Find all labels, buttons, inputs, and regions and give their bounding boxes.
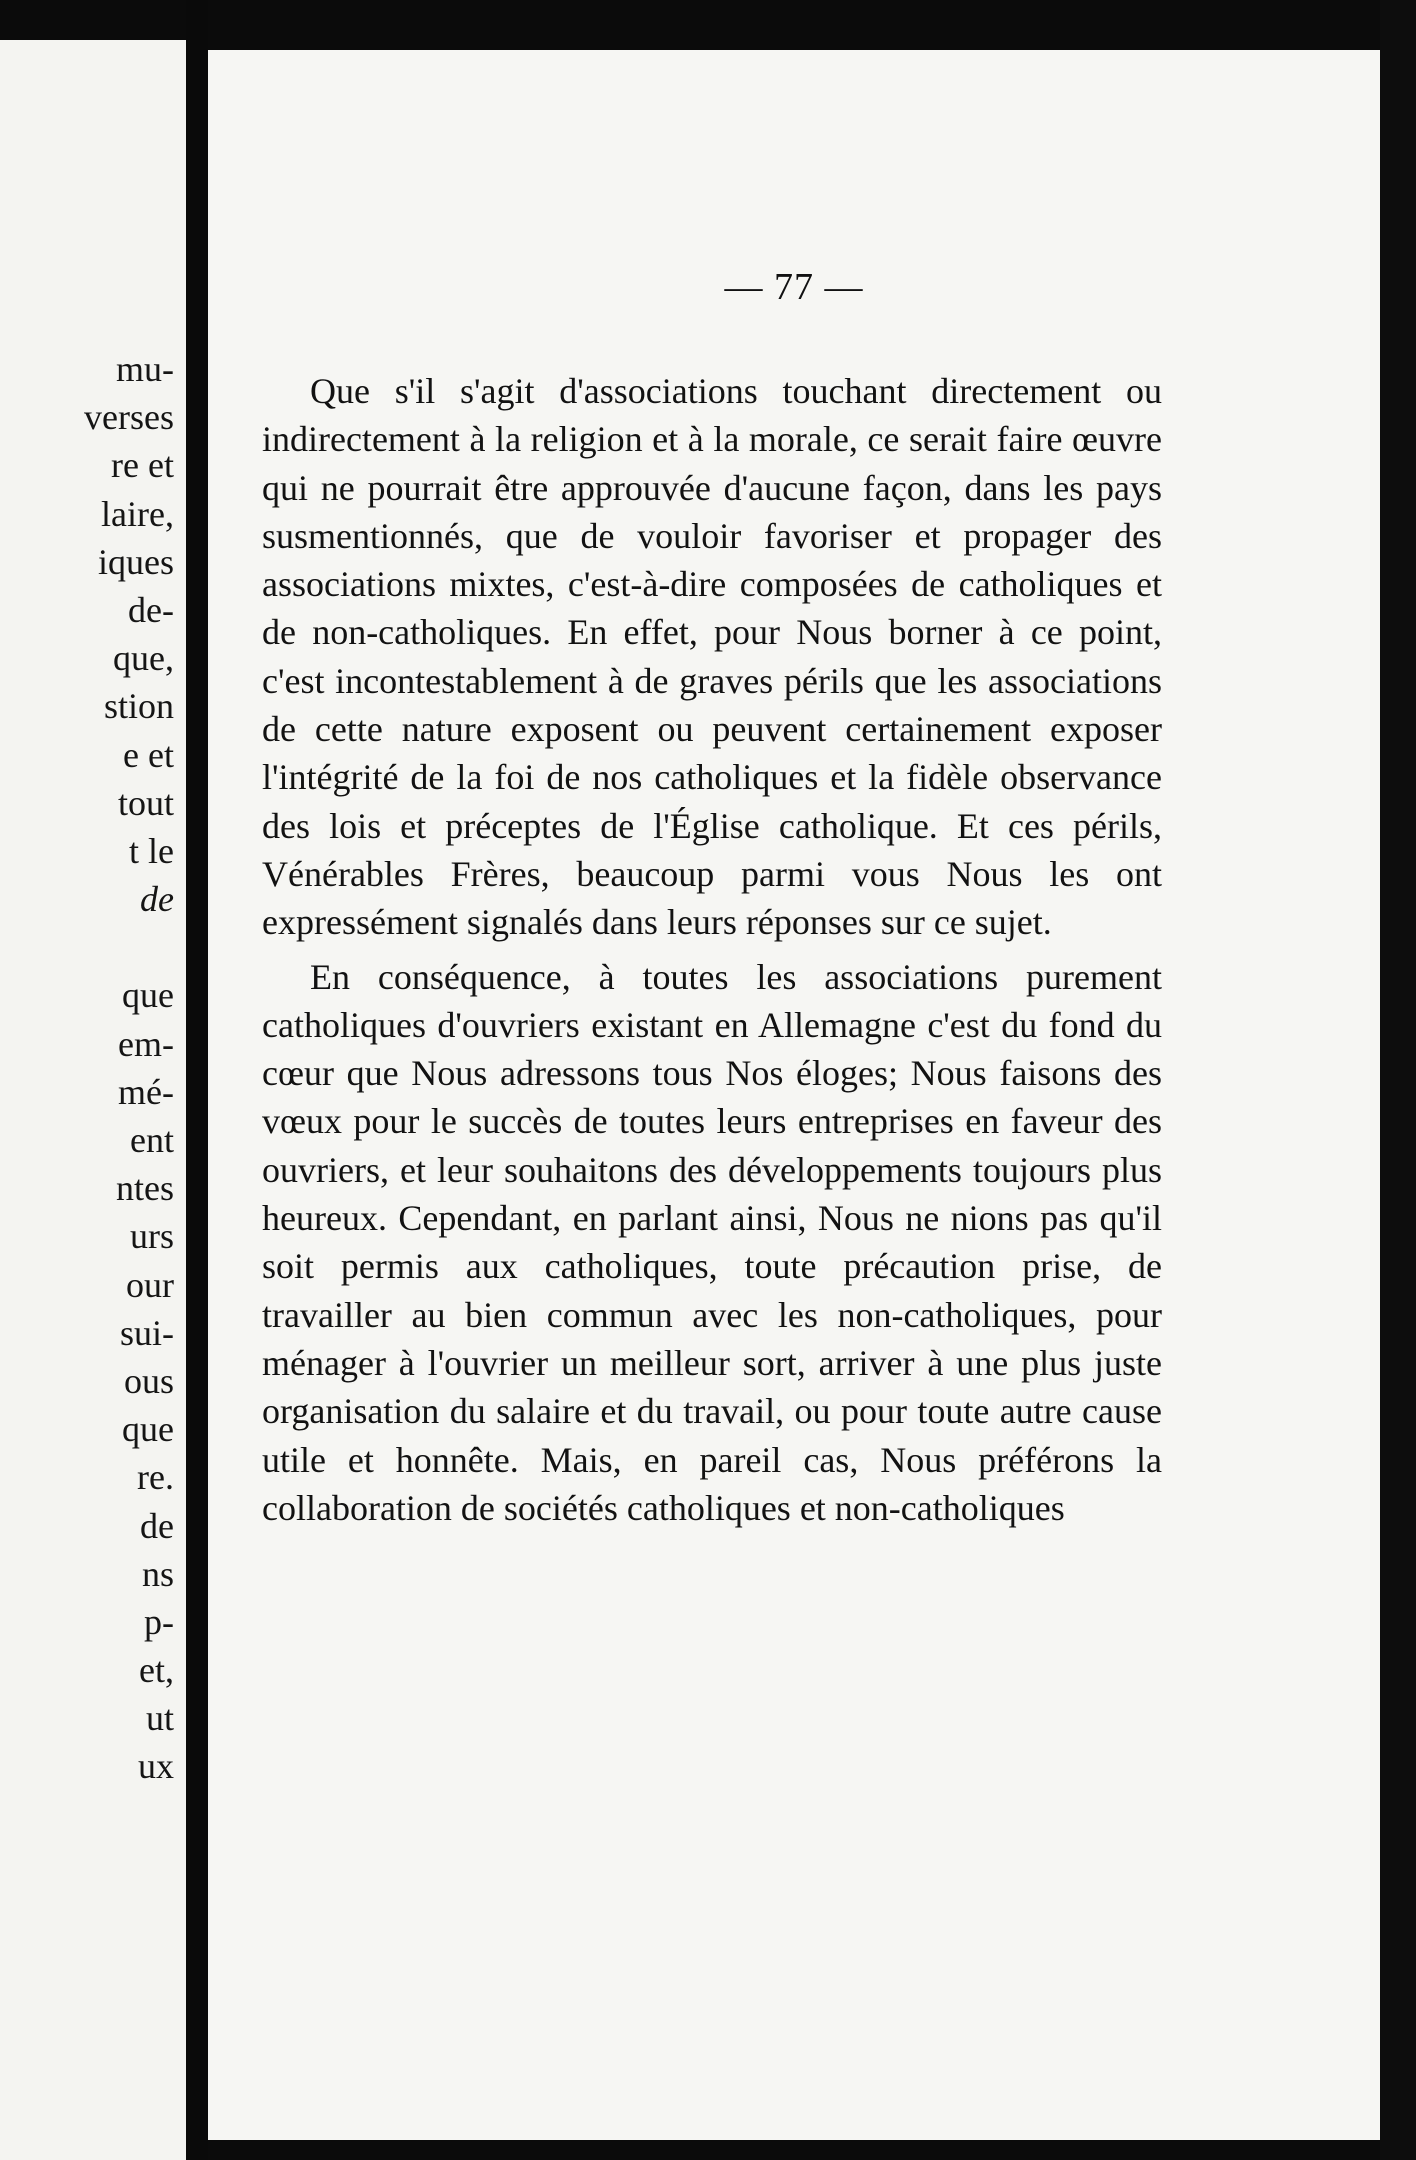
previous-page (0, 40, 186, 2160)
fragment-line: mu- (116, 349, 174, 389)
fragment-line: t le (129, 830, 174, 871)
fragment-line: et, (139, 1650, 174, 1691)
fragment-line: mé- (118, 1071, 174, 1112)
fragment-line: de (140, 879, 174, 920)
page-number: — 77 — (724, 266, 864, 308)
fragment-line: ux (138, 1746, 174, 1787)
scan-right-border (1380, 0, 1416, 2160)
fragment-line: e et (123, 734, 174, 775)
previous-page-text-fragments (4, 345, 174, 1791)
fragment-line: urs (130, 1216, 174, 1257)
fragment-line (4, 923, 174, 971)
fragment-line: ns (141, 1553, 174, 1594)
fragment-line: de (140, 1505, 174, 1546)
fragment-line: de- (128, 589, 174, 630)
fragment-line: p- (144, 1601, 174, 1642)
fragment-line: ut (145, 1698, 174, 1739)
body-text (262, 367, 1162, 1534)
fragment-line: ous (123, 1360, 174, 1401)
fragment-line: que (122, 1409, 174, 1450)
fragment-line: que, (113, 638, 174, 679)
fragment-line: laire, (101, 493, 174, 534)
fragment-line: sui- (120, 1312, 174, 1353)
fragment-line: verses (84, 397, 174, 438)
paragraph: Que s'il s'agit d'associations touchant directement ou indirectement à la religion et à la morale, ce serait faire œuvre qui ne pourrait être approuvée d'aucune façon, dans les pays susmentionnés, que de vouloir favoriser et propager des associations mixtes, c'est-à-dire composées de catholiques et de non-catholiques. En effet, pour Nous borner à ce point, c'est incontestablement à de graves périls que les associations de cette nature exposent ou peuvent certainement exposer l'intégrité de la foi de nos catholiques et la fidèle observance des lois et préceptes de l'Église catholique. Et ces périls, Vénérables Frères, beaucoup parmi vous Nous les ont expressément signalés dans leurs réponses sur ce sujet. (262, 371, 1162, 943)
fragment-line: re et (111, 445, 174, 486)
fragment-line: tout (117, 782, 174, 823)
fragment-line: our (126, 1264, 174, 1305)
fragment-line: stion (103, 686, 174, 727)
fragment-line: re. (137, 1457, 174, 1498)
book-gutter (186, 0, 208, 2160)
fragment-line: em- (118, 1023, 174, 1064)
fragment-line: ntes (116, 1168, 174, 1209)
fragment-line: iques (98, 541, 174, 582)
fragment-line: ent (130, 1120, 174, 1160)
paragraph: En conséquence, à toutes les associations purement catholiques d'ouvriers existant en Allemagne c'est du fond du cœur que Nous adressons tous Nos éloges; Nous faisons des vœux pour le succès de toutes leurs entreprises en faveur des ouvriers, et leur souhaitons des développements toujours plus heureux. Cependant, en parlant ainsi, Nous ne nions pas qu'il soit permis aux catholiques, toute précaution prise, de travailler au bien commun avec les non-catholiques, pour ménager à l'ouvrier un meilleur sort, arriver à une plus juste organisation du salaire et du travail, ou pour toute autre cause utile et honnête. Mais, en pareil cas, Nous préférons la collaboration de sociétés catholiques et non-catholiques (262, 956, 1162, 1528)
scan-top-border (0, 0, 1416, 42)
current-page (208, 50, 1380, 2140)
fragment-line: que (122, 975, 174, 1016)
